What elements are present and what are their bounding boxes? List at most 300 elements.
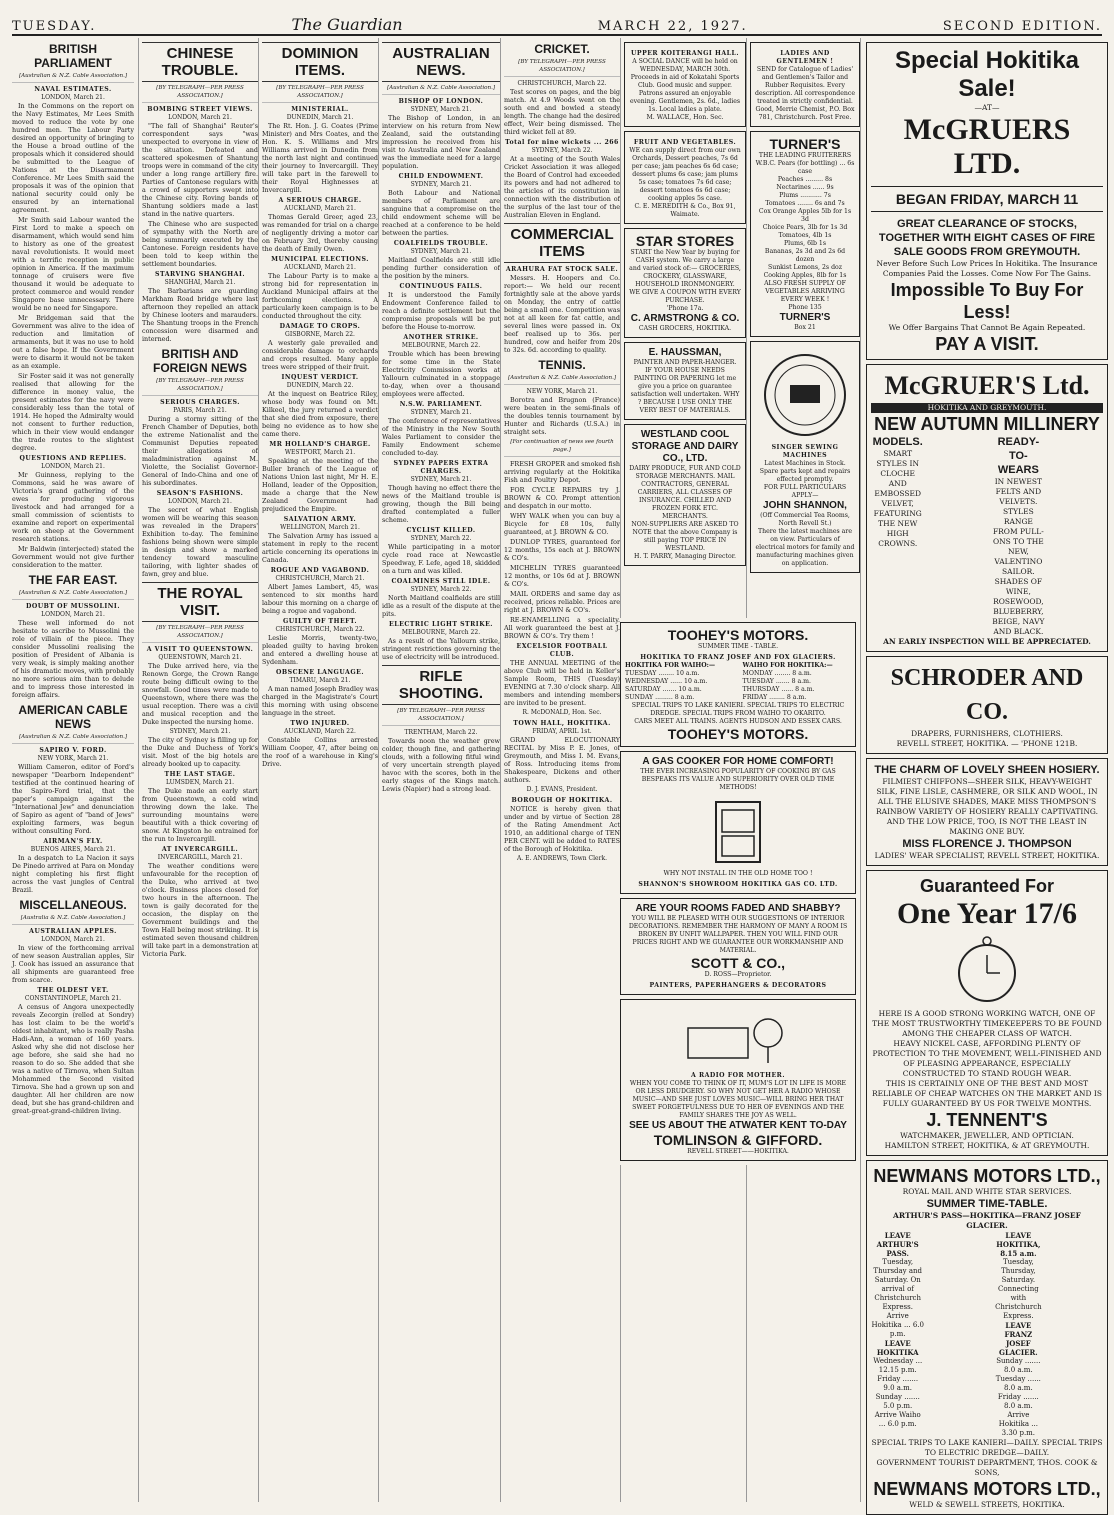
ad-body: DAIRY PRODUCE, FUR AND COLD STORAGE MERCHANTS. MAIL CONTRACTORS, GENERAL CARRIERS, ALL CLASSES OF INSURANCE. CHILLED AND FROZEN FORK ETC. MERCHANTS.	[629, 465, 741, 520]
paragraph: Mr Guinness, replying to the Commons, said he was aware of Victoria's grand gathering of the ewes for producing vigorous livestock and had arranged for a small commission of scientists to examine and report on experimental work on sheep at the Government research stations.	[12, 471, 134, 543]
ad-koiterangi-hall	[624, 42, 746, 127]
price-item: Cox Orange Apples 5lb for 1s 3d	[758, 208, 852, 223]
ad-route: HOKITIKA TO FRANZ JOSEF AND FOX GLACIERS.	[640, 654, 836, 661]
dateline: FRIDAY, APRIL 1st.	[532, 728, 592, 735]
paragraph: In view of the forthcoming arrival of new season Australian apples, Sir J. Cook has issued an assurance that all shipments are guaranteed free from scarce.	[12, 944, 134, 984]
ad-title: THE CHARM OF LOVELY SHEEN HOSIERY.	[874, 764, 1100, 776]
subhead: MINISTERIAL.	[291, 106, 349, 113]
paragraph: Constable Collins arrested William Cooper, 47, after being on the roof of a warehouse in King's Drive.	[262, 736, 378, 768]
millinery-columns	[871, 435, 1103, 637]
paragraph: William Cameron, editor of Ford's newspaper "Dearborn Independent" testified at the continued hearing of the Sapiro-Ford trial, that the paper's campaign against the "International Jew" and denunciation of Sapiro as agent of "band of Jews" exploiting farmers, was begun without consulting Ford.	[12, 763, 134, 835]
ad-subtitle: THE LEADING FRUITERERS	[758, 152, 852, 159]
dateline: MELBOURNE, March 22.	[401, 342, 481, 349]
signature: D. J. EVANS, President.	[526, 786, 598, 793]
subhead: TWO INJURED.	[290, 720, 350, 727]
paragraph: A census of Angora unexpectedly reveals Zecorgin (relled at Sondry) has lost claim to be the world's oldest inhabitant, who is really Pasha Hadi-Ann, a woman of 160 years. Asked why she did not disclose her age before, she said she had no reason to do so. She added that she was a native of Tirnova, when Sultan Mohammed the Second visited Tirnova. She had a grown up son and daughter. All her children are now dead, but she has grand-children and great-great-grand-children living.	[12, 1003, 134, 1115]
timetable	[625, 662, 851, 702]
ad-address: (Off Commercial Tea Rooms, North Revell St.)	[760, 512, 850, 527]
ad-title: TOOHEY'S MOTORS.	[667, 726, 809, 742]
column-2	[138, 38, 258, 1502]
ad-impossible: Impossible To Buy For Less!	[890, 280, 1084, 322]
timetable-row: Friday ....... 9.0 a.m.	[877, 1375, 919, 1392]
dateline: DUNEDIN, March 21.	[286, 114, 354, 121]
ad-body: YOU WILL BE PLEASED WITH OUR SUGGESTIONS OF INTERIOR DECORATIONS. REMEMBER THE HARMONY OF MANY A ROOM IS BROKEN BY UNFIT WALLPAPER. THEN YOU WILL FIND OUR PRICES RIGHT AND WE GUARANTEE OUR WORKMANSHIP AND MATERIAL.	[628, 915, 848, 954]
classified-ad: FOR CYCLE REPAIRS try J. BROWN & CO. Prompt attention and despatch in our motto.	[504, 486, 620, 510]
dateline: WELLINGTON, March 21.	[280, 524, 360, 531]
subhead: COALMINES STILL IDLE.	[391, 578, 491, 585]
paragraph: Thomas Gerald Greer, aged 23, was remanded for trial on a charge of negligently driving a motor car on February 3rd, thereby causing the death of Emily Owen.	[262, 213, 378, 253]
ad-notes: SPECIAL TRIPS TO LAKE KANIERI—DAILY. SPECIAL TRIPS TO ELECTRIC DREDGE—DAILY.	[871, 1438, 1103, 1457]
subhead: COALFIELDS TROUBLE.	[393, 240, 489, 247]
dateline: MELBOURNE, March 22.	[401, 629, 481, 636]
column-3	[258, 38, 378, 1502]
dateline: LONDON, March 21.	[41, 94, 105, 101]
paragraph: During a stormy sitting of the French Chamber of Deputies, both the extreme Nationalist and the Communist Deputies repeated their allegations of maladministration against M. Violette, the Socialist Governor-General of Indo-China and one of his subordinates.	[142, 415, 258, 487]
paragraph: Speaking at the meeting of the Buller branch of the League of Nations Union last night, Mr H. E. Holland, leader of the Opposition, made a charge that the New Zealand Government had prejudiced the Empire.	[262, 457, 378, 513]
paragraph: Though having no effect there the news of the Maitland trouble is growing, though the Bill being drafted contemplated a fuller scheme.	[382, 484, 500, 524]
timetable-row: SUNDAY ......... 8 a.m.	[625, 694, 695, 701]
ready-title: READY-TO-WEARS	[997, 436, 1040, 476]
masthead-edition: SECOND EDITION.	[942, 19, 1102, 34]
ad-body: WHY NOT INSTALL IN THE OLD HOME TOO !	[663, 870, 813, 877]
ad-subtitle: PAINTER AND PAPER-HANGER.	[633, 359, 737, 366]
subhead: ROGUE AND VAGABOND.	[270, 567, 370, 574]
dateline: SYDNEY, March 21.	[410, 248, 472, 255]
ad-body: HERE IS A GOOD STRONG WORKING WATCH, ONE OF THE MOST TRUSTWORTHY TIMEKEEPERS TO BE FOUND AMONG THE CHEAPER CLASS OF WATCH.	[872, 1009, 1102, 1038]
subhead: OBSCENE LANGUAGE.	[275, 669, 364, 676]
ad-brand: McGRUERS LTD.	[903, 113, 1071, 180]
headline-british-foreign: BRITISH AND FOREIGN NEWS	[152, 347, 247, 375]
subhead: A VISIT TO QUEENSTOWN.	[146, 646, 254, 653]
ad-gas-cooker	[620, 751, 856, 894]
ad-body: WE can supply direct from our own Orchards, Dessert peaches, 7s 6d per case; jam peaches 6s 6d case; dessert plums 6s case; jam plums 5s case; tomatoes 7s 6d case; dessert tomatoes 6s 6d case; cooking apples 5s case.	[629, 147, 741, 202]
models-body: SMART STYLES IN CLOCHE AND EMBOSSED VELVET, FEATURING THE NEW HIGH CROWNS.	[873, 449, 922, 548]
timetable-head: HOKITIKA FOR WAIHO:—	[625, 662, 716, 669]
subhead: NAVAL ESTIMATES.	[34, 86, 112, 93]
timetable-head: WAIHO FOR HOKITIKA:—	[742, 662, 833, 669]
ad-signature: C. E. MEREDITH & Co., Box 91, Waimate.	[634, 203, 736, 218]
ad-signature: TOMLINSON & GIFFORD.	[653, 1132, 823, 1148]
price-item: Tomatoes, 4lb 1s	[778, 232, 832, 239]
price-item: Cooking Apples, 8lb for 1s	[763, 272, 847, 279]
paragraph: A man named Joseph Bradley was charged in the Magistrate's Court this morning with using obscene language in the street.	[262, 685, 378, 717]
ad-turners	[750, 131, 860, 337]
newmans-right	[992, 1231, 1103, 1438]
headline-dominion-items: DOMINION ITEMS.	[262, 42, 378, 82]
ad-signature: H. T. PARRY, Managing Director.	[634, 553, 736, 560]
ad-fruit-vegetables	[624, 131, 746, 224]
ad-price: One Year 17/6	[897, 897, 1077, 930]
ad-title: TOOHEY'S MOTORS.	[667, 627, 809, 643]
headline-far-east: THE FAR EAST.	[28, 573, 118, 587]
timetable-body: Tuesday, Thursday and Saturday. On arrival of Christchurch Express. Arrive Hokitika ... 6.0 p.m.	[871, 1258, 924, 1338]
paragraph: Test scores on pages, and the big match. At 4.9 Woods went on the south end and bowled a steady length. The change had the desired effect, Weir being dismissed. The third wicket fell at 89.	[504, 88, 620, 136]
classified-ad: MICHELIN TYRES guaranteed 12 months, or 10s 6d at J. BROWN & CO's.	[504, 564, 620, 588]
headline-american-cable: AMERICAN CABLE NEWS	[18, 703, 128, 731]
timetable-row: Arrive Waiho ... 6.0 p.m.	[874, 1411, 921, 1428]
masthead-title: The Guardian	[291, 15, 403, 34]
ad-pay-visit: PAY A VISIT.	[935, 334, 1039, 354]
ad-title: WESTLAND COOL STORAGE AND DAIRY CO., LTD.	[631, 429, 739, 464]
dateline: CHRISTCHURCH, March 22.	[275, 626, 365, 633]
subhead: BOROUGH OF HOKITIKA.	[511, 797, 613, 804]
subhead: ELECTRIC LIGHT STRIKE.	[389, 621, 493, 628]
subhead: AUSTRALIAN APPLES.	[29, 928, 117, 935]
subhead: SALVATION ARMY.	[283, 516, 357, 523]
ad-at: —AT—	[974, 103, 1000, 112]
dateline: LONDON, March 21.	[41, 463, 105, 470]
credit: [Australian & N.Z. Cable Association.]	[12, 733, 134, 744]
subhead: CYCLIST KILLED.	[406, 527, 476, 534]
dateline: NEW YORK, March 21.	[37, 755, 109, 762]
ad-timetable-title: SUMMER TIME-TABLE.	[926, 1198, 1048, 1210]
ad-footer: SHANNON'S SHOWROOM HOKITIKA GAS CO. LTD.	[638, 881, 838, 888]
paragraph: Leslie Morris, twenty-two, pleaded guilty to having broken and entered a dwelling house at Sydenham.	[262, 634, 378, 666]
wide-ad-area	[620, 618, 856, 1165]
paragraph: The weather conditions were unfavourable for the reception of the Duke, who arrived at two o'clock. Business places closed for two hours in the afternoon. The town is gaily decorated for the occasion, the display on the Government buildings and the Town Hall being most striking. It is estimated seven thousand children will take part in a demonstration at Victoria Park.	[142, 862, 258, 958]
ad-body: WHEN YOU COME TO THINK OF IT, MUM'S LOT IN LIFE IS MORE OR LESS DRUDGERY. SO WHY NOT GET HER A RADIO WHOSE MUSIC—AND SHE JUST LOVES MUSIC—WILL BRING HER THAT SWEET FORGETFULNESS DUE TO HER OF EVENINGS AND THE FAMILY SHARES THE JOY AS WELL.	[629, 1080, 847, 1119]
headline-chinese-trouble: CHINESE TROUBLE.	[142, 42, 258, 82]
subhead: BOMBING STREET VIEWS.	[147, 106, 253, 113]
ad-millinery: NEW AUTUMN MILLINERY	[874, 414, 1100, 434]
signature: R. McDONALD, Hon. Sec.	[522, 709, 602, 716]
ad-body: IF YOUR HOUSE NEEDS PAINTING OR PAPERING let me give you a price on guarantee satisfaction well undertaken. WHY ? BECAUSE I USE ONLY THE VERY BEST OF MATERIALS.	[630, 367, 740, 414]
ad-title: UPPER KOITERANGI HALL.	[631, 50, 739, 57]
ad-signature: TURNER'S	[779, 312, 831, 323]
ad-cta: SEE US ABOUT THE ATWATER KENT TO-DAY	[629, 1120, 847, 1131]
subhead: MR HOLLAND'S CHARGE.	[269, 441, 371, 448]
ad-route: ARTHUR'S PASS—HOKITIKA—FRANZ JOSEF GLACIER.	[893, 1211, 1081, 1230]
timetable-body: Tuesday, Thursday, Saturday. Connecting with Christchurch Express.	[995, 1258, 1042, 1320]
paragraph: At a meeting of the South Wales Cricket Association it was alleged the Board of Control had exceeded its powers and had not adhered to the articles of its constitution in connection with the distribution of the surplus of the last tour of the Australian Eleven in England.	[504, 155, 620, 219]
paragraph: Maitland Coalfields are still idle pending further consideration of the position by the miners.	[382, 256, 500, 280]
classified-ad: RE-ENAMELLING a speciality. All work guaranteed the best at J. BROWN & CO's. Try them !	[504, 616, 620, 640]
ad-haussman	[624, 342, 746, 420]
subhead: THE OLDEST VET.	[37, 987, 109, 994]
paragraph: The Rt. Hon. J. G. Coates (Prime Minister) and Mrs Coates, and the Hon. K. S. Williams and Mrs Williams arrived in Dunedin from the north last night and continued their journey to Invercargill. They will take part in the farewell to their Royal Highnesses at Invercargill.	[262, 122, 378, 194]
price-item: Sunkist Lemons, 2s doz	[767, 264, 843, 271]
paragraph: The secret of what English women will be wearing this season was revealed in the Drapers' Exhibition to-day. The feminine fashions being shown were simple in design and show a marked tendency toward masculine tailoring, with lighter shades of fawn, grey and blue.	[142, 506, 258, 578]
price-item: Choice Pears, 3lb for 1s 3d	[762, 224, 848, 231]
timetable-row: SATURDAY ....... 10 a.m.	[625, 686, 702, 693]
newmans-timetable	[871, 1231, 1103, 1438]
dateline: QUEENSTOWN, March 21.	[158, 654, 242, 661]
ad-scott-co	[620, 898, 856, 995]
continuation-note: [For continuation of news see fourth page.]	[504, 438, 620, 457]
timetable-row: Sunday ....... 8.0 a.m.	[996, 1357, 1041, 1374]
paragraph: THE ANNUAL MEETING of the above Club will be held in Keller's Sample Room, THIS (Tuesday) EVENING at 7.30 o'clock sharp. All members and intending members are invited to be present.	[504, 659, 620, 707]
dateline: DUNEDIN, March 22.	[286, 382, 354, 389]
ad-signature: M. WALLACE, Hon. Sec.	[646, 114, 724, 121]
models-column	[871, 435, 982, 637]
credit: [BY TELEGRAPH—PER PRESS ASSOCIATION.]	[142, 624, 258, 643]
headline-royal-visit: THE ROYAL VISIT.	[142, 582, 258, 622]
credit: [BY TELEGRAPH—PER PRESS ASSOCIATION.]	[142, 84, 258, 103]
ad-title: E. HAUSSMAN,	[648, 347, 722, 358]
ad-phone: 'Phone 17a.	[666, 305, 704, 312]
classified-ad: MAIL ORDERS and same day as received, prices reliable. Prices are right at J. BROWN & CO's.	[504, 590, 620, 614]
timetable-left	[625, 662, 733, 702]
ad-subtitle: SUMMER TIME - TABLE.	[697, 643, 779, 650]
pocket-watch-icon	[952, 935, 1022, 1005]
price-item: W.B.C. Pears (for bottling) ... 6s case	[755, 160, 855, 175]
timetable-row: WEDNESDAY ...... 10 a.m.	[625, 678, 708, 685]
radio-illustration-icon	[678, 1008, 798, 1068]
subhead: N.S.W. PARLIAMENT.	[399, 401, 483, 408]
paragraph: "The fall of Shanghai" Reuter's correspondent says "was unexpected to everyone in view of the situation. Defeated and scattered spokesmen of Shantung troops were in command of the city under a long range artillery fire. Parties of Cantonese regulars with a crowd of supporters swept into the Chinese city. Roving bands of Shantung soldiers made a last stand in the native quarters.	[142, 122, 258, 218]
paragraph: The Salvation Army has issued a statement in reply to the recent article concerning its operations in Canada.	[262, 532, 378, 564]
ad-singer-sewing	[750, 341, 860, 573]
paragraph: Towards noon the weather grew colder, though fine, and gathering clouds, with a following fitful wind of very uncertain strength played havoc with the scores, both in the early stages of the Kings match. Lewis (Napier) had a strong lead.	[382, 737, 500, 793]
subhead: SERIOUS CHARGES.	[160, 399, 240, 406]
dateline: SYDNEY, March 21.	[169, 728, 231, 735]
paragraph: At the inquest on Beatrice Riley, whose body was found on Mt. Kilkeel, the jury returned a verdict that she died from exposure, there being no evidence as to how she came there.	[262, 390, 378, 438]
dateline: SYDNEY, March 21.	[410, 409, 472, 416]
ad-brand: SINGER SEWING MACHINES	[771, 444, 839, 459]
ad-body: START the New Year by buying for CASH system. We carry a large and varied stock of:— GROCERIES, CROCKERY, GLASSWARE, HOUSEHOLD IRONMONGERY. WE GIVE A COUPON WITH EVERY PURCHASE.	[629, 249, 741, 304]
timetable-row: THURSDAY ...... 8 a.m.	[742, 686, 815, 693]
paragraph: Mr Baldwin (interjected) stated the Government would not give further consideration to the matter.	[12, 545, 134, 569]
ad-title: ARE YOUR ROOMS FADED AND SHABBY?	[635, 903, 841, 914]
paragraph: In the Commons on the report on the Navy Estimates, Mr Lees Smith moved to reduce the vote by one hundred men. The Labour Party desired an opportunity of bringing to the House a broad outline of the proposals which it considered should be submitted to the League of Nations at the Disarmament Conference. Mr Lees Smith said the proposals it was of the opinion that national security could only be ensured by an international agreement.	[12, 102, 134, 214]
dateline: SHANGHAI, March 21.	[164, 279, 236, 286]
paragraph: Mr Smith said Labour wanted the First Lord to make a speech on disarmament, which would send him to history as one of the greatest naval revolutionists. It would meet with a terrific reception in public opinion in America. If the maximum tonnage of cruisers were five thousand it would be adequate to protect commerce and would render Singapore base unnecessary. There would be no need for Singapore.	[12, 216, 134, 312]
ad-body: THIS IS CERTAINLY ONE OF THE BEST AND MOST RELIABLE OF CHEAP WATCHES ON THE MARKET AND IS FULLY GUARANTEED BY US FOR TWELVE MONTHS.	[872, 1079, 1102, 1108]
dateline: SYDNEY, March 21.	[410, 181, 472, 188]
ad-body: A SOCIAL DANCE will be held on WEDNESDAY, MARCH 30th. Proceeds in aid of Kokatahi Sports Club. Good music and supper. Patrons assured an enjoyable evening. Gentlemen, 2s. 6d., ladies 1s. Local ladies a plate.	[629, 58, 741, 113]
headline-miscellaneous: MISCELLANEOUS.	[19, 898, 127, 912]
timetable-head: LEAVE ARTHUR'S PASS.	[876, 1231, 919, 1258]
subhead: TOWN HALL, HOKITIKA.	[513, 720, 611, 727]
paragraph: Both Labour and National members of Parliament are sanguine that a compromise on the child endowment scheme will be reached at a conference to be held between the parties.	[382, 189, 500, 237]
ad-tooheys-motors	[620, 622, 856, 747]
dateline: AUCKLAND, March 21.	[284, 205, 356, 212]
headline-tennis: TENNIS.	[538, 358, 586, 372]
timetable-head: LEAVE HOKITIKA, 8.15 a.m.	[996, 1231, 1041, 1258]
paragraph: Messrs. H. Hoopers and Co. report:— We held our recent fortnightly sale at the above yards on Monday, the entry of cattle being a small one. Competition was not at all keen for fat cattle, and several lines were passed in. Ox beef realised up to 36s. per hundred, cow and heifer from 20s to 32s. 6d. according to quality.	[504, 274, 620, 354]
ad-caption: Latest Machines in Stock. Spare parts kept and repairs effected promptly.	[759, 460, 851, 483]
score-total: Total for nine wickets ... 266	[505, 139, 619, 146]
ad-early: AN EARLY INSPECTION WILL BE APPRECIATED.	[883, 637, 1091, 646]
subhead: ANOTHER STRIKE.	[403, 334, 479, 341]
subhead: INQUEST VERDICT.	[281, 374, 359, 381]
ad-westland-cool-storage	[624, 424, 746, 566]
ad-hosiery	[866, 758, 1108, 866]
ad-govt: GOVERNMENT TOURIST DEPARTMENT, THOS. COOK & SONS,	[876, 1458, 1098, 1477]
ad-subtitle: ROYAL MAIL AND WHITE STAR SERVICES.	[902, 1187, 1072, 1196]
dateline: LUMSDEN, March 21.	[165, 779, 235, 786]
ad-title: NEWMANS MOTORS LTD.,	[873, 1166, 1101, 1186]
timetable-row: Arrive Hokitika ... 3.30 p.m.	[998, 1411, 1038, 1437]
ad-address: REVELL STREET, HOKITIKA. — 'PHONE 121B.	[896, 739, 1078, 748]
ad-newmans-motors	[866, 1160, 1108, 1515]
ad-phone: Phone 135	[788, 304, 822, 311]
masthead-date: MARCH 22, 1927.	[597, 19, 748, 34]
column-5	[500, 38, 620, 1502]
ad-body: NON-SUPPLIERS ARE ASKED TO NOTE that the above Company is still paying TOP PRICE IN WESTLAND.	[631, 521, 739, 552]
credit: [BY TELEGRAPH—PER PRESS ASSOCIATION.]	[504, 58, 620, 77]
ad-title: SCHRODER AND CO.	[890, 665, 1084, 725]
price-item: Nectarines ...... 9s	[776, 184, 834, 191]
paragraph: These well informed do not hesitate to ascribe to Mussolini the role of villain of the piece. They consider Mussolini realising the position of President of Albania is very weak, is simply making another of his dramatic moves, with probably no more serious aim than to delude and to impress those interested in foreign affairs.	[12, 619, 134, 699]
credit: [Australian & N.Z. Cable Association.]	[12, 589, 134, 600]
subhead: QUESTIONS AND REPLIES.	[19, 455, 127, 462]
dateline: LONDON, March 21.	[168, 498, 232, 505]
dateline: AUCKLAND, March 21.	[284, 264, 356, 271]
timetable-head: LEAVE HOKITIKA	[876, 1339, 919, 1357]
subhead: SEASON'S FASHIONS.	[156, 490, 244, 497]
ad-title: Special Hokitika Sale!	[894, 47, 1080, 102]
dateline: AUCKLAND, March 22.	[284, 728, 356, 735]
ad-schroder	[866, 656, 1108, 754]
paragraph: NOTICE is hereby given that under and by virtue of Section 28 of the Rating Amendment Act 1910, an additional charge of TEN PER CENT. will be added to RATES of the Borough of Hokitika.	[504, 805, 620, 853]
ad-subtitle: D. ROSS—Proprietor.	[704, 971, 772, 978]
ad-subtitle: WATCHMAKER, JEWELLER, AND OPTICIAN.	[900, 1131, 1074, 1140]
dateline: LONDON, March 21.	[168, 114, 232, 121]
ad-mcgruers-sale	[866, 42, 1108, 360]
classified-ad: DUNLOP TYRES, guaranteed for 12 months, 15s each at J. BROWN & CO's.	[504, 538, 620, 562]
ad-name: JOHN SHANNON,	[763, 500, 847, 511]
ad-caption: A RADIO FOR MOTHER.	[691, 1072, 785, 1079]
dateline: SYDNEY, March 22.	[531, 147, 593, 154]
subhead: CONTINUOUS FAILS.	[399, 283, 483, 290]
gas-cooker-icon	[708, 796, 768, 866]
credit: [Australia & N.Z. Cable Association.]	[12, 914, 134, 925]
ad-title: TURNER'S	[769, 136, 841, 152]
paragraph: The city of Sydney is filling up for the Duke and Duchess of York's visit. Most of the big hotels are already booked up to capacity.	[142, 736, 258, 768]
credit: [BY TELEGRAPH—PER PRESS ASSOCIATION.]	[142, 377, 258, 396]
ad-for: FOR FULL PARTICULARS APPLY—	[763, 484, 847, 499]
timetable-row: FRIDAY ........ 8 a.m.	[742, 694, 807, 701]
dateline: INVERCARGILL, March 21.	[157, 854, 243, 861]
paragraph: The Bishop of London, in an interview on his return from New Zealand, said the outstanding impression he received from his visit to Australia and New Zealand was the immediate need for a large population.	[382, 114, 500, 170]
ad-notes: SPECIAL TRIPS TO LAKE KANIERI. SPECIAL TRIPS TO ELECTRIC DREDGE. SPECIAL TRIPS FROM WAIHO TO OKARITO.	[631, 702, 845, 717]
paragraph: Borotra and Brugnon (France) were beaten in the semi-finals of the doubles tennis tournament by Hunter and Richards (U.S.A.) in straight sets.	[504, 396, 620, 436]
subhead: AIRMAN'S FLY.	[43, 838, 103, 845]
ad-radio-mother	[620, 999, 856, 1161]
headline-cricket: CRICKET.	[534, 42, 590, 56]
ad-subtitle: CASH GROCERS, HOKITIKA.	[638, 325, 732, 332]
masthead	[12, 8, 1102, 36]
ad-body: HEAVY NICKEL CASE, AFFORDING PLENTY OF PROTECTION TO THE MOVEMENT, WELL-FINISHED AND OF PLEASING APPEARANCE, ESPECIALLY CONSTRUCTED TO STAND ROUGH WEAR.	[872, 1039, 1102, 1078]
ad-watch	[866, 870, 1108, 1156]
models-title: MODELS.	[872, 436, 923, 448]
headline-australian-news: AUSTRALIAN NEWS.	[382, 42, 500, 82]
ad-footer: ALSO FRESH SUPPLY OF VEGETABLES ARRIVING EVERY WEEK !	[764, 280, 846, 303]
credit: [Australian & N.Z. Cable Association.]	[382, 84, 500, 95]
ad-mcgruers-millinery	[866, 364, 1108, 652]
paragraph: The conference of representatives of the Ministry in the New South Wales Parliament to consider the Family Endowment scheme concluded to-day.	[382, 417, 500, 457]
ad-subtitle: DRAPERS, FURNISHERS, CLOTHIERS.	[911, 729, 1063, 738]
dateline: PARIS, March 21.	[173, 407, 227, 414]
ad-signature: MISS FLORENCE J. THOMPSON	[902, 838, 1072, 850]
ad-brand: McGRUER'S Ltd.	[884, 371, 1090, 400]
paragraph: Sir Foster said it was not generally realised that allowing for the difference in money value, the present estimates for the navy were considerably less than the total of 1914. He hoped the Admiralty would not consent to further reduction, which in their view would endanger the trade routes to the slightest degree.	[12, 372, 134, 452]
dateline: WESTPORT, March 21.	[284, 449, 356, 456]
subhead: DAMAGE TO CROPS.	[279, 323, 361, 330]
dateline: SYDNEY, March 21.	[410, 106, 472, 113]
dateline: CONSTANTINOPLE, March 21.	[24, 995, 122, 1002]
timetable-row: TUESDAY ....... 8 a.m.	[742, 678, 811, 685]
subhead: CHILD ENDOWMENT.	[398, 173, 484, 180]
price-item: Bananas, 2s 3d and 2s 6d dozen	[764, 248, 846, 263]
ad-footer: CARS MEET ALL TRAINS. AGENTS HUDSON AND ESSEX CARS.	[634, 718, 842, 725]
dateline: NEW YORK, March 21.	[526, 388, 598, 395]
paragraph: As a result of the Yallourn strike, stringent restrictions governing the use of electricity will be introduced.	[382, 637, 500, 661]
headline-rifle-shooting: RIFLE SHOOTING.	[382, 665, 500, 705]
paragraph: It is understood the Family Endowment Conference failed to reach a definite settlement but the compromise proposals will be put before the House to-morrow.	[382, 291, 500, 331]
ad-footer: PAINTERS, PAPERHANGERS & DECORATORS	[649, 982, 827, 989]
ready-body: IN NEWEST FELTS AND VELVETS. STYLES RANGE FROM PULL-ONS TO THE NEW, VALENTINO SAILOR. SHADES OF WINE, ROSEWOOD, BLUEBERRY, BEIGE, NAVY AND BLACK.	[992, 477, 1045, 636]
price-item: Peaches ......... 8s	[777, 176, 833, 183]
credit: [Australian & N.Z. Cable Association.]	[504, 374, 620, 385]
paragraph: The Chinese who are suspected of sympathy with the North are being summarily executed by the Cantonese. Foreign residents have been told to keep within the settlement boundaries.	[142, 220, 258, 268]
credit: [Australian & N.Z. Cable Association.]	[12, 72, 134, 83]
headline-commercial-items: COMMERCIAL ITEMS	[504, 223, 620, 263]
dateline: SYDNEY, March 21.	[410, 476, 472, 483]
ad-subtitle: LADIES' WEAR SPECIALIST, REVELL STREET, HOKITIKA.	[874, 851, 1100, 860]
paragraph: The Duke arrived here, via the Renown Gorge, the Crown Range route being difficult owing to the snowfall. Good times were made to Queenstown, where there was the usual reception. There was a civil and musical reception and the Duke inspected the nursing home.	[142, 662, 258, 726]
ad-clearance: GREAT CLEARANCE OF STOCKS, TOGETHER WITH EIGHT CASES OF FIRE SALE GOODS FROM GREYMOUTH.	[878, 218, 1096, 258]
ad-title: LADIES AND GENTLEMEN !	[776, 50, 834, 65]
dateline: GISBORNE, March 22.	[285, 331, 355, 338]
ad-address: REVELL STREET——HOKITIKA.	[687, 1148, 789, 1155]
subhead: GUILTY OF THEFT.	[282, 618, 358, 625]
ad-box: Box 21	[794, 324, 816, 331]
classified-ad: WHY WALK when you can buy a Bicycle for £8 10s, fully guaranteed, at J. BROWN & CO.	[504, 512, 620, 536]
subhead: MUNICIPAL ELECTIONS.	[271, 256, 369, 263]
paragraph: In a despatch to La Nacion it says De Pinedo arrived at Para on Monday night completing his first flight across the vast jungles of Central Brazil.	[12, 854, 134, 894]
timetable-row: TUESDAY ........ 10 a.m.	[625, 670, 700, 677]
ad-title: A GAS COOKER FOR HOME COMFORT!	[642, 756, 834, 767]
ad-title: STAR STORES	[635, 233, 735, 249]
dateline: TIMARU, March 21.	[289, 677, 351, 684]
classified-ad: FRESH GROPER and smoked fish arriving regularly at the Hokitika Fish and Poultry Depot.	[504, 460, 620, 484]
paragraph: North Maitland coalfields are still idle as a result of the dispute at the pits.	[382, 594, 500, 618]
subhead: SYDNEY PAPERS EXTRA CHARGES.	[393, 460, 489, 475]
price-item: Plums ........... 7s	[779, 192, 831, 199]
paragraph: GRAND ELOCUTIONARY RECITAL by Miss P. E. Jones, of Greymouth, and Miss I. M. Evans, of Ross. Introducing items from Shakespeare, Dickens and other authors.	[504, 736, 620, 784]
ad-guaranteed: Guaranteed For	[919, 876, 1055, 896]
dateline: CHRISTCHURCH, March 21.	[275, 575, 365, 582]
paragraph: A westerly gale prevailed and considerable damage to orchards and crops resulted. Many apple trees were stripped of their fruit.	[262, 339, 378, 371]
price-item: Tomatoes ........ 6s and 7s	[765, 200, 845, 207]
ad-signature: J. TENNENT'S	[926, 1110, 1048, 1130]
paragraph: Albert James Lambert, 45, was sentenced to six months hard labour this morning on a charge of being a rogue and vagabond.	[262, 583, 378, 615]
timetable-row: Wednesday ... 12.15 p.m.	[873, 1357, 923, 1374]
dateline: TRENTHAM, March 22.	[404, 729, 478, 736]
timetable-row: Sunday ....... 5.0 p.m.	[875, 1393, 920, 1410]
ad-star-stores	[624, 228, 746, 338]
dateline: CHRISTCHURCH, March 22.	[517, 80, 607, 87]
masthead-day: TUESDAY.	[12, 19, 97, 34]
ad-body: There the latest machines are on view. Particulars of electrical motors for family and manufacturing machines given on application.	[755, 528, 855, 567]
ad-low: AND THE LOW PRICE, TOO, IS NOT THE LEAST IN MAKING ONE BUY.	[886, 817, 1088, 836]
timetable-row: Friday ....... 8.0 a.m.	[997, 1393, 1039, 1410]
subhead: THE LAST STAGE.	[164, 771, 236, 778]
paragraph: Mr Bridgeman said that the Government was alive to the idea of reduction and limitation of armaments, but it was no use to hold out a false hope. If the Government were to disarm it would not be taken as an example.	[12, 314, 134, 370]
ad-body: SEND for Catalogue of Ladies' and Gentlemen's Tailor and Rubber Requisites. Every description. All correspondence treated in strictly confidential. Good, Merrie Chemist, P.O. Box 781, Christchurch. Post Free.	[755, 66, 856, 121]
column-8	[860, 38, 1108, 1509]
credit: [BY TELEGRAPH—PER PRESS ASSOCIATION.]	[262, 84, 378, 103]
dateline: LONDON, March 21.	[41, 611, 105, 618]
ad-ladies-gentlemen	[750, 42, 860, 127]
timetable-right	[743, 662, 851, 702]
dateline: SYDNEY, March 22.	[410, 586, 472, 593]
paragraph: The Duke made an early start from Queenstown, a cold wind throwing down the lake. The surrounding mountains were beautiful with a thick covering of snow. At Kingston he entrained for the run to Invercargill.	[142, 787, 258, 843]
subhead: EXCELSIOR FOOTBALL CLUB.	[516, 643, 608, 658]
ad-body: THE EVER INCREASING POPULARITY OF COOKING BY GAS BESPEAKS ITS VALUE AND SUPERIORITY OVER OLD TIME METHODS!	[640, 768, 836, 791]
